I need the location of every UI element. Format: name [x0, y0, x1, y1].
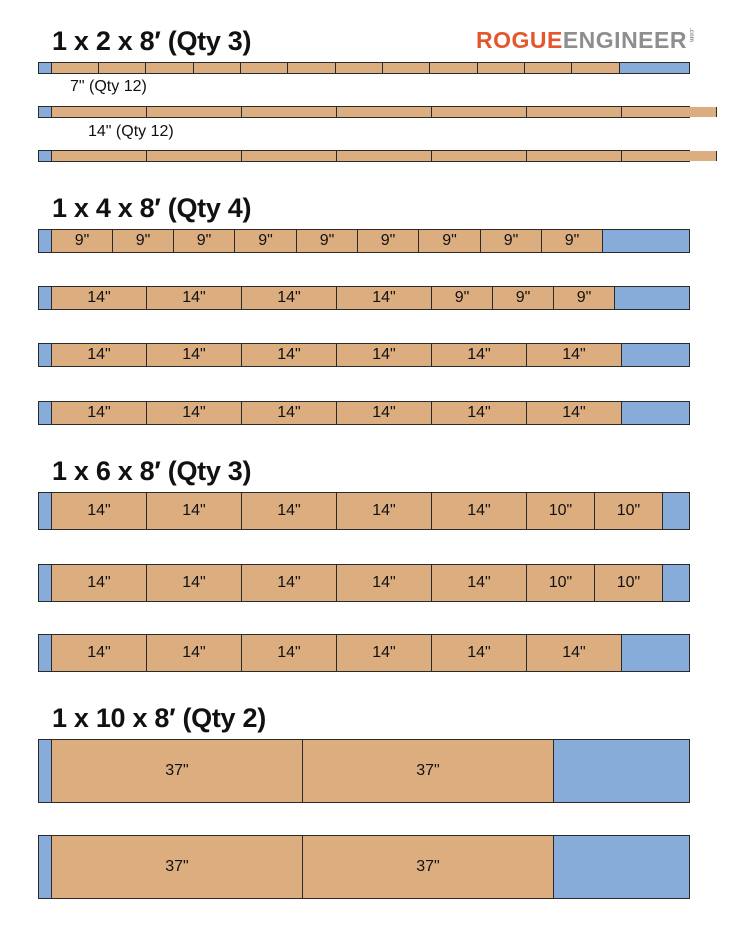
cut-piece	[242, 107, 337, 117]
cut-piece	[542, 230, 603, 252]
cut-label: 14"	[372, 289, 396, 306]
cut-label: 9"	[515, 289, 531, 306]
cut-label: 9"	[442, 232, 457, 249]
cut-label: 37"	[165, 762, 189, 779]
board-end-offcut	[39, 230, 52, 252]
cut-label: 9"	[576, 289, 592, 306]
cut-piece	[241, 63, 288, 73]
cut-piece	[527, 402, 622, 424]
cut-label: 9"	[380, 232, 396, 249]
board-1x2-3	[38, 150, 690, 162]
cut-piece	[493, 287, 554, 309]
cut-piece	[52, 230, 113, 252]
logo-rogue-text: ROGUE	[476, 27, 563, 53]
cut-label: 14"	[467, 574, 491, 591]
cut-piece	[174, 230, 235, 252]
cut-label: 14"	[277, 289, 301, 306]
board-1x6-1	[38, 492, 690, 530]
board-1x4-1	[38, 229, 690, 253]
cut-piece	[337, 493, 432, 529]
logo-com-text: .com	[687, 27, 694, 42]
board-end-offcut	[39, 151, 52, 161]
cut-piece	[527, 344, 622, 366]
cut-piece	[147, 107, 242, 117]
cut-piece	[303, 836, 554, 898]
cut-piece	[432, 493, 527, 529]
cut-piece	[336, 63, 383, 73]
cut-piece	[430, 63, 478, 73]
cut-piece	[147, 635, 242, 671]
cut-piece	[242, 565, 337, 601]
cut-piece	[527, 107, 622, 117]
cut-piece	[194, 63, 241, 73]
cut-piece	[147, 493, 242, 529]
cut-piece	[337, 107, 432, 117]
cut-label: 14"	[182, 644, 206, 661]
board-1x10-2	[38, 835, 690, 899]
board-1x4-3	[38, 343, 690, 367]
cut-label: 14"	[87, 644, 111, 661]
cut-note-14in: 14" (Qty 12)	[88, 123, 174, 140]
cut-label: 14"	[182, 346, 206, 363]
cut-piece	[432, 402, 527, 424]
cut-label: 14"	[87, 346, 111, 363]
cut-piece	[52, 493, 147, 529]
cut-label: 14"	[277, 404, 301, 421]
cut-piece	[622, 107, 717, 117]
board-1x10-1	[38, 739, 690, 803]
cut-piece	[337, 565, 432, 601]
cut-piece	[52, 635, 147, 671]
cut-piece	[52, 151, 147, 161]
cut-label: 14"	[182, 574, 206, 591]
cut-piece	[383, 63, 430, 73]
cut-label: 14"	[467, 346, 491, 363]
cut-label: 14"	[87, 502, 111, 519]
cut-piece	[147, 402, 242, 424]
cut-label: 9"	[135, 232, 151, 249]
board-end-offcut	[39, 107, 52, 117]
cut-label: 14"	[182, 502, 206, 519]
cut-piece	[147, 565, 242, 601]
cut-piece	[297, 230, 358, 252]
cut-label: 14"	[562, 404, 586, 421]
cut-piece	[481, 230, 542, 252]
cut-label: 37"	[416, 858, 440, 875]
cut-label: 9"	[196, 232, 212, 249]
cut-label: 9"	[564, 232, 580, 249]
cut-piece	[622, 151, 717, 161]
cut-label: 14"	[87, 289, 111, 306]
cut-piece	[235, 230, 297, 252]
cut-piece	[52, 107, 147, 117]
cut-piece	[303, 740, 554, 802]
cut-label: 14"	[372, 404, 396, 421]
board-end-offcut	[39, 565, 52, 601]
cut-piece	[527, 493, 595, 529]
section-title-1x2: 1 x 2 x 8′ (Qty 3)	[52, 26, 252, 56]
board-1x6-2	[38, 564, 690, 602]
cut-label: 9"	[258, 232, 273, 249]
cut-label: 14"	[372, 502, 396, 519]
cut-piece	[432, 287, 493, 309]
board-1x6-3	[38, 634, 690, 672]
cut-piece	[432, 344, 527, 366]
cut-label: 14"	[562, 644, 586, 661]
cut-label: 9"	[503, 232, 519, 249]
board-end-offcut	[39, 740, 52, 802]
cut-note-7in: 7" (Qty 12)	[70, 78, 147, 95]
cut-label: 14"	[87, 574, 111, 591]
cut-piece	[147, 287, 242, 309]
cut-label: 14"	[182, 404, 206, 421]
cut-piece	[242, 287, 337, 309]
cut-label: 14"	[372, 346, 396, 363]
cut-piece	[52, 402, 147, 424]
cut-label: 10"	[616, 502, 641, 519]
board-end-offcut	[39, 344, 52, 366]
logo-engineer-text: ENGINEER	[562, 27, 687, 53]
cut-label: 14"	[467, 502, 491, 519]
section-title-1x4: 1 x 4 x 8′ (Qty 4)	[52, 193, 252, 223]
cut-label: 14"	[467, 404, 491, 421]
cut-piece	[242, 493, 337, 529]
cut-piece	[595, 493, 663, 529]
cut-label: 14"	[277, 346, 301, 363]
cut-piece	[572, 63, 620, 73]
cut-label: 10"	[548, 574, 573, 591]
cut-label: 14"	[277, 644, 301, 661]
cut-piece	[337, 287, 432, 309]
cut-piece	[52, 740, 303, 802]
cut-label: 9"	[319, 232, 335, 249]
cut-piece	[337, 344, 432, 366]
cut-piece	[432, 107, 527, 117]
board-end-offcut	[39, 493, 52, 529]
cut-label: 14"	[277, 502, 301, 519]
section-title-1x6: 1 x 6 x 8′ (Qty 3)	[52, 456, 252, 486]
cut-label: 37"	[165, 858, 189, 875]
cut-piece	[337, 151, 432, 161]
cut-label: 10"	[548, 502, 573, 519]
cut-piece	[432, 635, 527, 671]
cut-label: 10"	[616, 574, 641, 591]
cut-label: 9"	[74, 232, 90, 249]
board-end-offcut	[39, 402, 52, 424]
cut-piece	[525, 63, 572, 73]
cut-piece	[52, 287, 147, 309]
cut-piece	[358, 230, 419, 252]
rogue-engineer-logo	[476, 27, 694, 54]
cut-label: 14"	[467, 644, 491, 661]
cut-piece	[527, 565, 595, 601]
cut-piece	[113, 230, 174, 252]
cut-piece	[527, 151, 622, 161]
cut-piece	[419, 230, 481, 252]
cut-piece	[554, 287, 615, 309]
cut-label: 14"	[372, 644, 396, 661]
board-end-offcut	[39, 635, 52, 671]
board-1x4-2	[38, 286, 690, 310]
cut-piece	[52, 565, 147, 601]
cut-label: 9"	[454, 289, 470, 306]
cut-piece	[146, 63, 194, 73]
cut-piece	[337, 402, 432, 424]
cut-label: 14"	[372, 574, 396, 591]
board-1x2-2	[38, 106, 690, 118]
cut-piece	[242, 635, 337, 671]
board-1x4-4	[38, 401, 690, 425]
board-end-offcut	[39, 836, 52, 898]
cut-piece	[147, 344, 242, 366]
board-end-offcut	[39, 63, 52, 73]
cut-label: 14"	[277, 574, 301, 591]
cut-piece	[242, 402, 337, 424]
cut-piece	[52, 344, 147, 366]
cut-piece	[52, 63, 99, 73]
cut-piece	[527, 635, 622, 671]
cut-piece	[242, 344, 337, 366]
cut-piece	[337, 635, 432, 671]
cut-piece	[595, 565, 663, 601]
cut-piece	[478, 63, 525, 73]
cut-label: 37"	[416, 762, 440, 779]
cut-piece	[99, 63, 146, 73]
cut-label: 14"	[562, 346, 586, 363]
board-end-offcut	[39, 287, 52, 309]
cut-piece	[288, 63, 336, 73]
cut-piece	[432, 565, 527, 601]
cut-label: 14"	[87, 404, 111, 421]
cut-piece	[242, 151, 337, 161]
cut-label: 14"	[182, 289, 206, 306]
cut-piece	[432, 151, 527, 161]
cut-piece	[147, 151, 242, 161]
section-title-1x10: 1 x 10 x 8′ (Qty 2)	[52, 703, 266, 733]
cut-piece	[52, 836, 303, 898]
board-1x2-1	[38, 62, 690, 74]
